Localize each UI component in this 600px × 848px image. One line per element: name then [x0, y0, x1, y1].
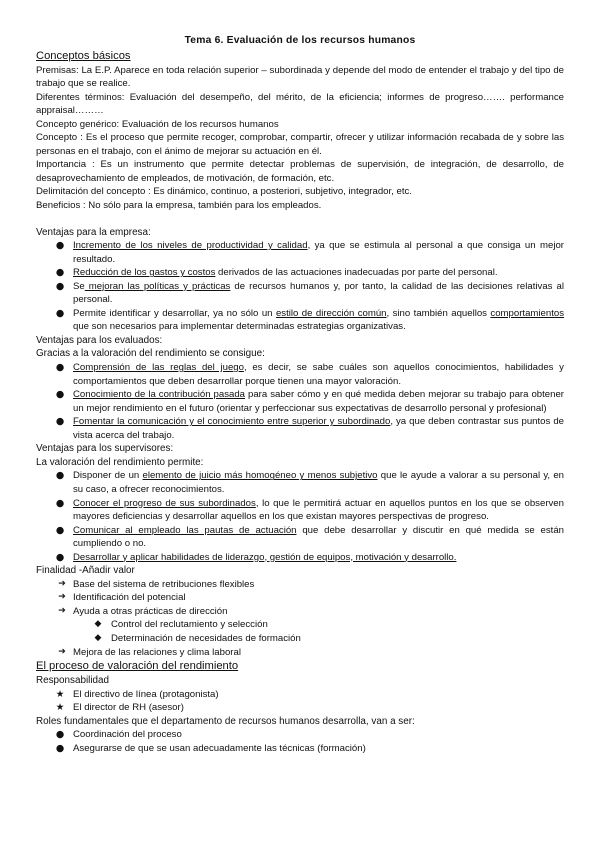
list-item: [36, 469, 564, 496]
item-underlined-text: comportamientos: [490, 307, 565, 319]
bullet-icon: ●: [55, 267, 65, 279]
heading-finalidad: Finalidad -Añadir valor: [36, 565, 135, 577]
bullet-icon: ●: [55, 362, 65, 374]
heading-ventajas-supervisores: Ventajas para los supervisores:: [36, 443, 174, 455]
arrow-right-icon: ➔: [58, 605, 66, 616]
paragraph-terminos: Diferentes términos: Evaluación del desempeño, del mérito, de la eficiencia; informes de progreso……. performance appraisal………: [36, 91, 564, 117]
list-item: [36, 388, 564, 415]
item-underlined-text: Incremento de los niveles de productividad y calidad: [73, 240, 308, 252]
item-text: Mejora de las relaciones y clima laboral: [73, 646, 241, 658]
bullet-icon: ●: [55, 280, 65, 292]
bullet-icon: ●: [55, 389, 65, 401]
section-heading-proceso: El proceso de valoración del rendimiento: [36, 660, 239, 673]
list-ventajas-supervisores: [36, 469, 564, 564]
bullet-icon: ●: [55, 416, 65, 428]
item-underlined-text: Reducción de los gastos y costos: [73, 267, 216, 279]
item-text: El directivo de línea (protagonista): [73, 688, 219, 700]
section-heading-conceptos: Conceptos básicos: [36, 49, 131, 62]
diamond-icon: ◆: [94, 632, 102, 643]
paragraph-beneficios: Beneficios : No sólo para la empresa, también para los empleados.: [36, 200, 322, 212]
list-item: [36, 578, 564, 592]
star-icon: ★: [55, 688, 65, 700]
item-text: , lo que le permitirá actuar en aquellos puntos en los que se observen mayores deficiencias y desarrollar aquellos en los que existan mayores perspectivas de progreso.: [73, 497, 564, 523]
bullet-icon: ●: [55, 240, 65, 252]
diamond-icon: ◆: [94, 619, 102, 630]
paragraph-premisas: Premisas: La E.P. Aparece en toda relación superior – subordinada y depende del modo de entender el trabajo y del tipo de trabajo que se realice.: [36, 64, 564, 90]
item-text: para saber cómo y en qué medida deben mejorar su trabajo para obtener un mejor rendimiento en el futuro (orientar y perfeccionar sus expectativas de desarrollo personal y profesional): [73, 389, 564, 414]
item-underlined-text: Comunicar al empleado las pautas de actuación: [73, 524, 297, 536]
list-item: [36, 728, 564, 742]
item-text: que le ayude a valorar a su personal y, en su caso, a ofrecer reconocimientos.: [73, 470, 565, 495]
item-text: Identificación del potencial: [73, 592, 186, 604]
item-text: Disponer de un: [73, 470, 143, 482]
list-roles: [36, 728, 564, 755]
list-item: [36, 632, 564, 646]
item-text: Coordinación del proceso: [73, 729, 182, 741]
list-item: [36, 415, 564, 442]
item-text: Ayuda a otras prácticas de dirección: [73, 605, 228, 617]
item-text: El director de RH (asesor): [73, 702, 184, 714]
item-text: , ya que se estimula al personal a que consiga un mejor resultado.: [73, 240, 564, 265]
item-text: Control del reclutamiento y selección: [111, 619, 268, 631]
list-item: [36, 618, 564, 632]
heading-ventajas-evaluados: Ventajas para los evaluados:: [36, 334, 163, 346]
item-text: Determinación de necesidades de formación: [111, 632, 301, 644]
list-item: [36, 605, 564, 619]
arrow-right-icon: ➔: [58, 578, 66, 589]
item-text: , ya que deben contrastar sus puntos de vista acerca del trabajo.: [73, 416, 565, 441]
list-ventajas-empresa: [36, 239, 564, 334]
item-underlined-text: Fomentar la comunicación y el conocimiento entre superior y subordinado: [73, 416, 391, 428]
paragraph-concepto: Concepto : Es el proceso que permite recoger, comprobar, compartir, ofrecer y utilizar información recabada de y sobre las personas en el trabajo, con el ánimo de mejorar su actuación en él.: [36, 132, 564, 157]
item-underlined-text: Comprensión de las reglas del juego: [73, 362, 244, 374]
list-ventajas-evaluados: [36, 361, 564, 442]
bullet-icon: ●: [55, 470, 65, 482]
bullet-icon: ●: [55, 524, 65, 536]
paragraph-concepto-generico: Concepto genérico: Evaluación de los recursos humanos: [36, 118, 279, 130]
intro-supervisores: La valoración del rendimiento permite:: [36, 456, 204, 468]
item-underlined-text: estilo de dirección común: [275, 307, 387, 319]
conceptos-paragraphs: [36, 64, 564, 213]
arrow-right-icon: ➔: [58, 646, 66, 657]
item-text: que debe desarrollar y discutir en qué medida se están cumpliendo o no.: [73, 524, 564, 550]
document-title: Tema 6. Evaluación de los recursos humanos: [184, 35, 416, 46]
item-underlined-text: Conocer el progreso de sus subordinados: [73, 497, 256, 509]
intro-evaluados: Gracias a la valoración del rendimiento se consigue:: [36, 348, 265, 360]
list-finalidad: [36, 578, 564, 659]
document-page: [36, 34, 564, 755]
item-underlined-text: Desarrollar y aplicar habilidades de liderazgo, gestión de equipos, motivación y desarrollo.: [73, 551, 457, 563]
arrow-right-icon: ➔: [58, 592, 66, 603]
paragraph-importancia: Importancia : Es un instrumento que permite detectar problemas de supervisión, de integración, de desarrollo, de desaprovechamiento de empleados, de motivación, de formación, etc.: [36, 159, 564, 184]
item-text: que son necesarios para implementar determinadas estrategias organizativas.: [73, 321, 406, 333]
item-text: derivados de las actuaciones inadecuadas por parte del personal.: [215, 267, 498, 279]
item-text: Asegurarse de que se usan adecuadamente las técnicas (formación): [73, 742, 366, 754]
list-item: [36, 497, 564, 524]
item-text: , sino también aquellos: [386, 307, 491, 319]
heading-ventajas-empresa: Ventajas para la empresa:: [36, 226, 151, 238]
list-item: [36, 591, 564, 605]
item-underlined-text: Conocimiento de la contribución pasada: [73, 389, 245, 401]
item-text: de recursos humanos y, por tanto, la calidad de las decisiones relativas al personal.: [73, 280, 564, 306]
list-item: [36, 361, 564, 388]
bullet-icon: ●: [55, 551, 65, 563]
item-text: , es decir, se sabe cuáles son aquellos conocimientos, habilidades y comportamientos que deben desarrollar porque tienen una mayor valoración.: [73, 362, 564, 387]
list-responsabilidad: [36, 688, 564, 715]
bullet-icon: ●: [55, 497, 65, 509]
list-item: [36, 266, 564, 280]
item-text: Base del sistema de retribuciones flexibles: [73, 578, 255, 590]
list-item: [36, 701, 564, 715]
list-item: [36, 280, 564, 307]
star-icon: ★: [55, 702, 65, 714]
heading-responsabilidad: Responsabilidad: [36, 675, 110, 687]
list-item: [36, 524, 564, 551]
bullet-icon: ●: [55, 742, 65, 754]
bullet-icon: ●: [55, 307, 65, 319]
list-item: [36, 551, 564, 565]
spacer: [36, 213, 564, 226]
list-item: [36, 688, 564, 702]
item-underlined-text: mejoran las políticas y prácticas: [84, 280, 231, 292]
bullet-icon: ●: [55, 729, 65, 741]
item-underlined-text: elemento de juicio más homogéneo y menos subjetivo: [142, 470, 378, 482]
item-text: Se: [73, 280, 85, 292]
list-item: [36, 307, 564, 334]
list-item: [36, 646, 564, 660]
list-item: [36, 742, 564, 756]
paragraph-delimitacion: Delimitación del concepto : Es dinámico, continuo, a posteriori, subjetivo, integrador, etc.: [36, 186, 412, 198]
item-text: Permite identificar y desarrollar, ya no sólo un: [73, 307, 276, 319]
roles-intro: Roles fundamentales que el departamento de recursos humanos desarrolla, van a ser:: [36, 715, 415, 727]
list-item: [36, 239, 564, 266]
